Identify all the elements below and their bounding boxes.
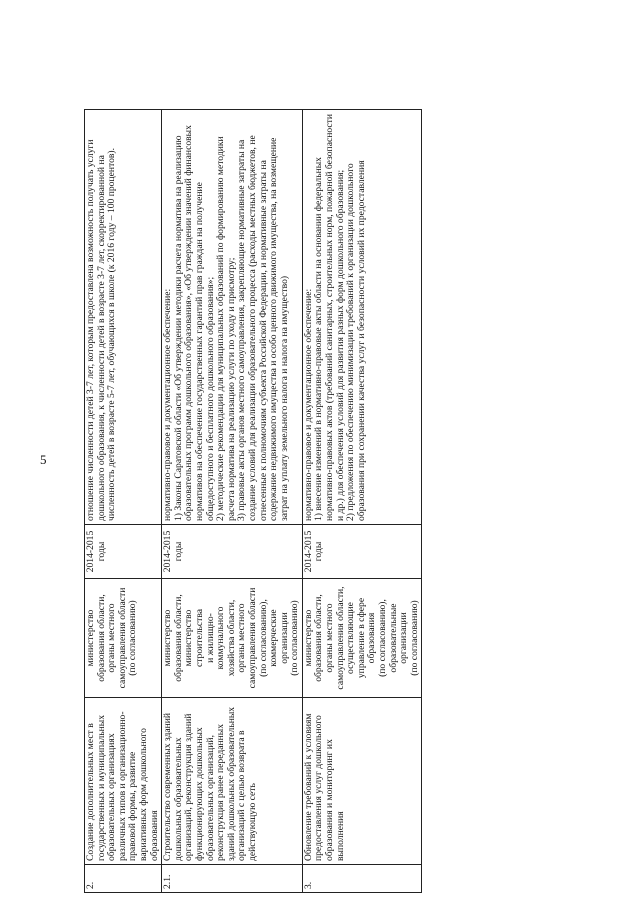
result-paragraph: 1) Законы Саратовской области «Об утверждении методики расчета норматива на реализацию образовательных программ дошкольного образования», «Об утверждении значений финансовых нормативов на обеспечение государственных гарантий прав граждан на получение общедоступного и бесплатного дошкольного образования»; <box>172 125 216 521</box>
executor-line: (по согласованию), <box>377 599 389 677</box>
row-number: 2. <box>85 865 162 893</box>
executor-line: образования области, <box>313 594 325 682</box>
executor-line: (по согласованию), <box>257 599 269 677</box>
executor-line: самоуправления области, <box>334 586 346 690</box>
executor-line: организации <box>278 612 290 664</box>
executor-line: министерство <box>302 609 314 667</box>
executor-line: (по согласованию) <box>289 600 301 676</box>
result-paragraph: 2) предложения по обеспечению минимизации требований к организации дошкольного образования при сохранении качества услуг и безопасности условий их предоставления <box>345 160 367 521</box>
result-paragraph: нормативно-правовое и документационное обеспечение: <box>302 288 314 521</box>
result-paragraph: 3) правовые акты органов местного самоуправления, закрепляющие нормативные затраты на создание условий для реализации образовательного процесса (расходы местных бюджетов, не отнесенные к полномочиям субъекта Российской Федерации, и нормативные затраты на содержание недвижимого имущества и особо ценного движимого имущества, на возмещение затрат на уплату земельного налога и налога на имущество) <box>236 135 290 521</box>
results-cell <box>162 110 303 525</box>
executor-line: образования <box>366 612 378 664</box>
results-cell <box>85 110 162 525</box>
result-paragraph: 2) методические рекомендации для муниципальных образований по формированию методики расчета норматива на реализацию услуги по уходу и присмотру; <box>215 136 237 521</box>
executors-cell <box>85 579 162 698</box>
results-cell <box>302 110 422 525</box>
executor-line: образовательные <box>387 603 399 673</box>
executor-line: и жилищно- <box>204 613 216 663</box>
table-row <box>302 110 422 893</box>
executor-line: самоуправления области <box>246 587 258 689</box>
executor-line: коммунального <box>215 606 227 670</box>
result-paragraph: 1) внесение изменений в нормативно-правовые акты области на основании федеральных нормативно-правовых актов (требований санитарных, строительных норм, пожарной безопасности и др.) для обеспечения условий для развития разных форм дошкольного образования; <box>313 114 346 521</box>
executor-line: организации <box>398 612 410 664</box>
executor-line: образования области, <box>172 594 184 682</box>
executor-line: образования области, <box>95 594 107 682</box>
executors-cell <box>162 579 303 698</box>
period-cell: 2014-2015 годы <box>302 525 422 579</box>
executor-line: строительства <box>193 608 205 668</box>
executor-line: министерство <box>162 609 174 667</box>
period-cell: 2014-2015 годы <box>85 525 162 579</box>
executor-line: министерство <box>183 609 195 667</box>
executor-line: органы местного <box>106 603 118 673</box>
row-number: 2.1. <box>162 865 303 893</box>
measure-cell: Обновление требований к условиям предоставления услуг дошкольного образования и мониторинг их выполнения <box>302 698 422 865</box>
executor-line: самоуправления области <box>116 587 128 689</box>
page-number: 5 <box>40 452 47 467</box>
executor-line: хозяйства области, <box>225 599 237 677</box>
table-row <box>162 110 303 893</box>
executor-line: (по согласованию) <box>127 600 139 676</box>
result-paragraph: нормативно-правовое и документационное обеспечение: <box>162 288 174 521</box>
measure-cell: Строительство современных зданий дошкольных образовательных организаций, реконструкция зданий функционирующих дошкольных образовательных организаций, реконструкция ранее переданных зданий дошкольных образовательных организаций с целью возврата в действующую сеть <box>162 698 303 865</box>
table-row <box>85 110 162 893</box>
executor-line: управление в сфере <box>355 597 367 679</box>
executors-cell <box>302 579 422 698</box>
period-cell: 2014-2015 годы <box>162 525 303 579</box>
executor-line: министерство <box>85 609 96 667</box>
executor-line: осуществляющие <box>345 602 357 674</box>
measure-cell: Создание дополнительных мест в государственных и муниципальных образовательных организациях различных типов и организационно-правовой формы, развитие вариативных форм дошкольного образования <box>85 698 162 865</box>
row-number: 3. <box>302 865 422 893</box>
executor-line: органы местного <box>236 603 248 673</box>
executor-line: органы местного <box>324 603 336 673</box>
executor-line: коммерческие <box>268 609 280 667</box>
measures-table <box>84 109 422 893</box>
executor-line: (по согласованию) <box>408 600 420 676</box>
result-paragraph: отношение численности детей 3-7 лет, которым предоставлена возможность получать услуги дошкольного образования, к численности детей в возрасте 3-7 лет, скорректированной на численность детей в возрасте 5-7 лет, обучающихся в школе (к 2016 году – 100 процентов). <box>85 139 118 521</box>
